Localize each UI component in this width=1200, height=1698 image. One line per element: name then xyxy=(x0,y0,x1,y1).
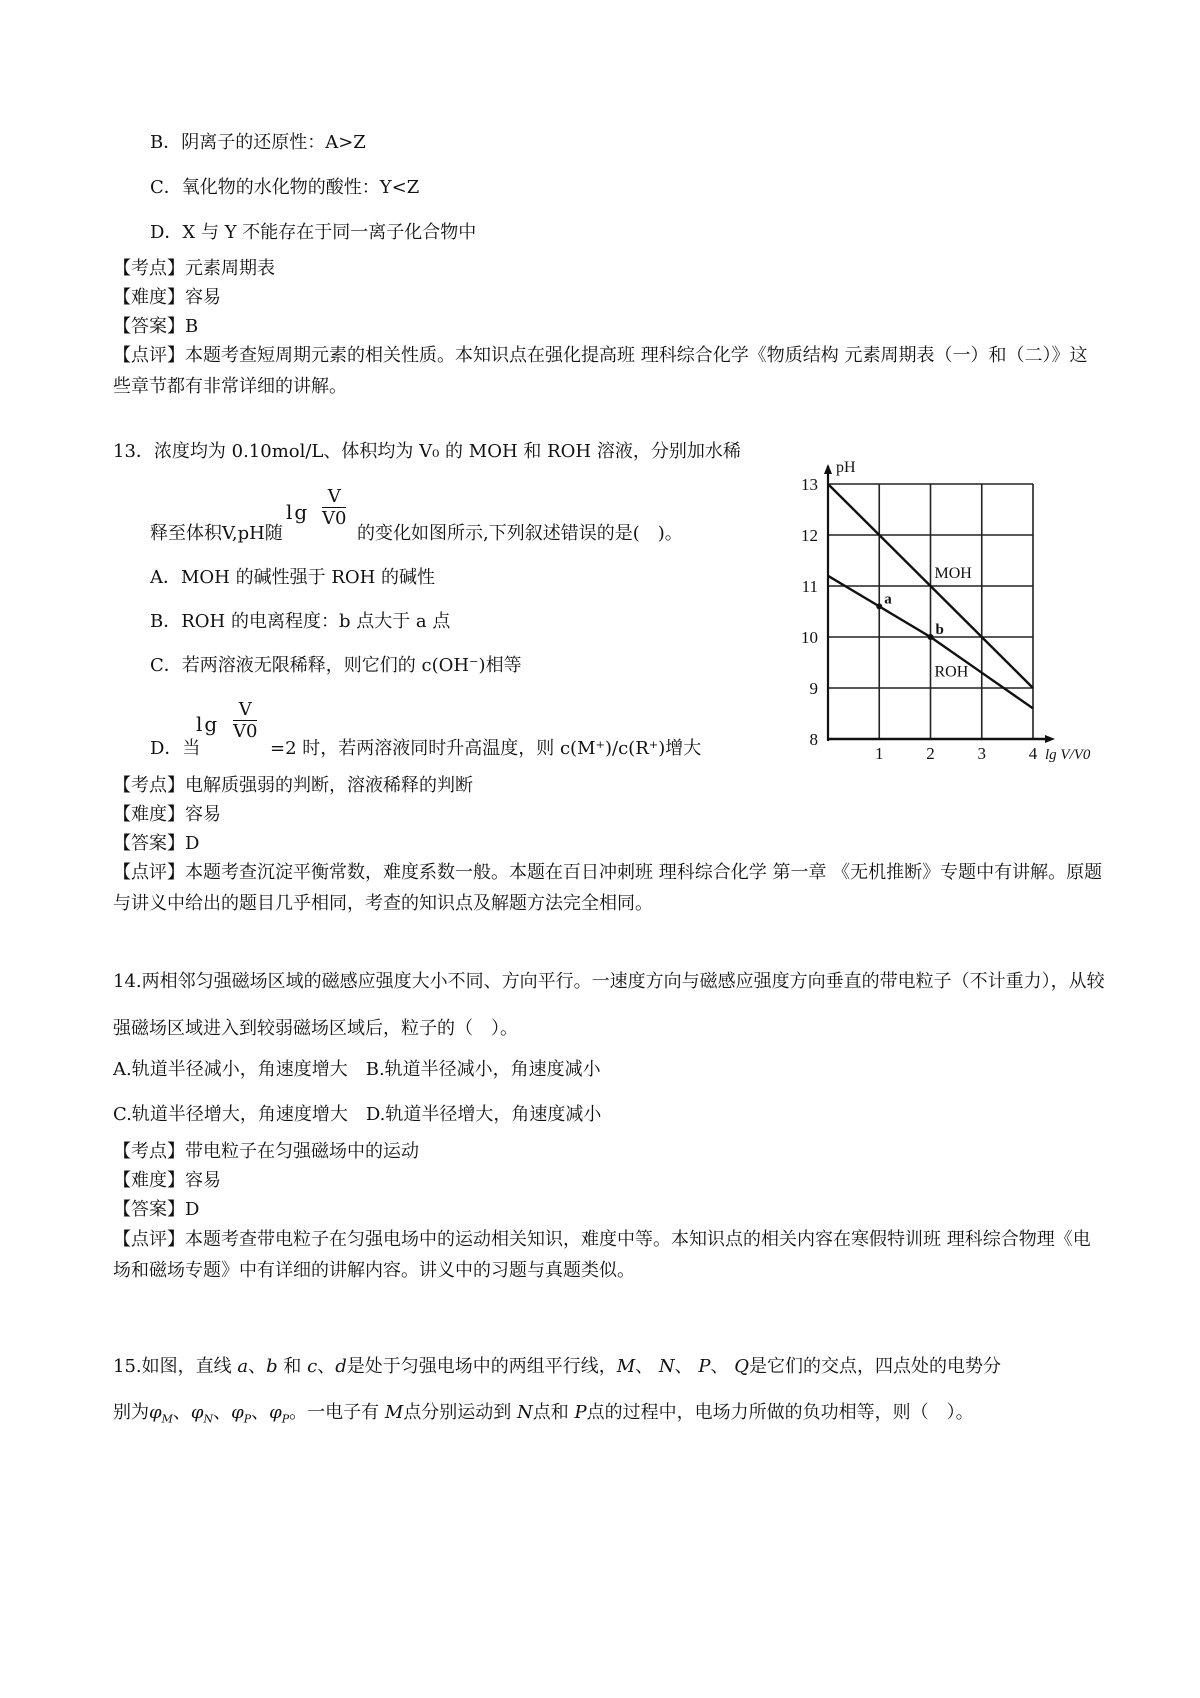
q15-var-M: M xyxy=(616,1356,636,1377)
point-label-b: b xyxy=(935,622,944,638)
q15-sep2: 、 xyxy=(317,1356,336,1377)
y-axis-arrow xyxy=(824,464,832,474)
q14-options-row2: C.轨道半径增大，角速度增大 D.轨道半径增大，角速度减小 xyxy=(113,1104,602,1125)
q13-lg-label: lg xyxy=(286,500,310,524)
q13-stem-line2-suffix: 的变化如图所示,下列叙述错误的是( )。 xyxy=(357,523,683,544)
chart-labels xyxy=(801,459,1091,763)
chart-grid xyxy=(828,484,1033,739)
q13-option-d-denominator: V0 xyxy=(233,721,258,742)
q13-option-a: A．MOH 的碱性强于 ROH 的碱性 xyxy=(150,567,436,588)
chart-axes xyxy=(824,464,1055,743)
q15-phi-m: φ xyxy=(149,1402,162,1423)
q15-l1b: 是处于匀强电场中的两组平行线， xyxy=(346,1356,617,1377)
x-tick-label-3: 3 xyxy=(977,744,986,763)
q15-comma1: 、 xyxy=(172,1402,191,1423)
q15-phi-p2: φ xyxy=(269,1402,282,1423)
q15-l2b: 。一电子有 xyxy=(289,1402,380,1423)
ph-chart xyxy=(780,452,1091,864)
q15-var-N: N xyxy=(658,1356,675,1377)
x-tick-label-4: 4 xyxy=(1028,744,1038,763)
q15-he: 和 xyxy=(283,1356,302,1377)
x-tick-label-1: 1 xyxy=(875,744,884,763)
y-tick-label-10: 10 xyxy=(801,628,818,647)
q15-sep5: 、 xyxy=(710,1356,729,1377)
point-label-a: a xyxy=(884,591,892,608)
q12-dianping: 【点评】本题考查短周期元素的相关性质。本知识点在强化提高班 理科综合化学《物质结构 元素周期表（一）和（二）》这些章节都有非常详细的讲解。 xyxy=(113,345,1088,397)
q12-option-b: B．阴离子的还原性：A>Z xyxy=(150,132,366,153)
q13-option-d-fraction xyxy=(233,700,257,743)
q15-var-N2: N xyxy=(517,1402,533,1423)
q13-option-d-numerator: V xyxy=(233,700,257,721)
q15-l1c: 是它们的交点，四点处的电势分 xyxy=(749,1356,1002,1377)
q15-comma3: 、 xyxy=(251,1402,270,1423)
q15-sub-p1: P xyxy=(243,1412,252,1426)
q15-l1a: 15.如图，直线 xyxy=(113,1356,232,1377)
y-axis-label: pH xyxy=(836,459,856,476)
q13-stem-line1: 13．浓度均为 0.10mol/L、体积均为 V₀ 的 MOH 和 ROH 溶液，分别加水稀 xyxy=(113,441,741,462)
y-tick-label-9: 9 xyxy=(809,679,818,698)
q13-nandu: 【难度】容易 xyxy=(113,804,221,825)
q13-stem-line2-prefix: 释至体积V,pH随 xyxy=(150,523,283,544)
q13-option-d-lg: lg xyxy=(196,712,220,736)
q15-var-a: a xyxy=(237,1356,249,1377)
q15-sep1: 、 xyxy=(248,1356,267,1377)
y-tick-label-8: 8 xyxy=(809,730,818,749)
q13-daan: 【答案】D xyxy=(113,833,200,854)
q12-daan: 【答案】B xyxy=(113,316,199,337)
x-tick-label-2: 2 xyxy=(926,744,935,763)
q15-phi-p1: φ xyxy=(231,1402,244,1423)
q13-option-d-prefix: D．当 xyxy=(150,738,201,759)
q15-comma2: 、 xyxy=(213,1402,232,1423)
q15-var-P: P xyxy=(698,1356,711,1377)
q15-l2c: 点分别运动到 xyxy=(403,1402,512,1423)
q12-option-d: D．X 与 Y 不能存在于同一离子化合物中 xyxy=(150,222,477,243)
q15-sub-n: N xyxy=(203,1412,214,1426)
q12-kaodian: 【考点】元素周期表 xyxy=(113,258,275,279)
q15-l2e: 点的过程中，电场力所做的负功相等，则（ ）。 xyxy=(586,1402,974,1423)
q14-dianping: 【点评】本题考查带电粒子在匀强电场中的运动相关知识，难度中等。本知识点的相关内容在寒假特训班 理科综合物理《电场和磁场专题》中有详细的讲解内容。讲义中的习题与真题类似。 xyxy=(113,1229,1091,1281)
q15-var-d: d xyxy=(335,1356,347,1377)
series-label-roh: ROH xyxy=(934,663,969,681)
q15-var-Q: Q xyxy=(734,1356,750,1377)
q15-sub-p2: P xyxy=(281,1412,290,1426)
q14-options-row1: A.轨道半径减小，角速度增大 B.轨道半径减小，角速度减小 xyxy=(113,1059,601,1080)
q15-l2d: 点和 xyxy=(532,1402,569,1423)
q14-kaodian: 【考点】带电粒子在匀强磁场中的运动 xyxy=(113,1141,419,1162)
q15-var-P2: P xyxy=(574,1402,587,1423)
q13-dianping: 【点评】本题考查沉淀平衡常数，难度系数一般。本题在百日冲刺班 理科综合化学 第一章 《无机推断》专题中有讲解。原题与讲义中给出的题目几乎相同，考查的知识点及解题方法完全相同。 xyxy=(113,862,1103,914)
q12-option-c: C．氧化物的水化物的酸性：Y<Z xyxy=(150,177,420,198)
q14-nandu: 【难度】容易 xyxy=(113,1170,221,1191)
y-tick-label-11: 11 xyxy=(801,577,818,596)
q14-daan: 【答案】D xyxy=(113,1199,200,1220)
q15-sub-m: M xyxy=(161,1412,173,1426)
q12-nandu: 【难度】容易 xyxy=(113,287,221,308)
q15-stem-line1 xyxy=(113,1355,1001,1379)
q13-fraction-numerator: V xyxy=(322,487,346,508)
q13-fraction-denominator: V0 xyxy=(322,508,347,529)
x-axis-label: lg V/V0 xyxy=(1045,747,1091,763)
q15-sep4: 、 xyxy=(674,1356,693,1377)
q15-l2a: 别为 xyxy=(113,1402,149,1423)
series-label-moh: MOH xyxy=(934,565,972,582)
y-tick-label-13: 13 xyxy=(801,475,818,494)
q13-option-b: B．ROH 的电离程度：b 点大于 a 点 xyxy=(150,611,451,632)
q15-var-c: c xyxy=(307,1356,318,1377)
q15-phi-n: φ xyxy=(190,1402,204,1423)
x-axis-arrow xyxy=(1045,735,1055,743)
q15-sep3: 、 xyxy=(635,1356,654,1377)
q15-var-M2: M xyxy=(384,1402,404,1423)
point-b xyxy=(928,634,934,640)
q15-var-b: b xyxy=(266,1356,278,1377)
q13-option-c: C．若两溶液无限稀释，则它们的 c(OH⁻)相等 xyxy=(150,655,522,676)
q14-stem: 14.两相邻匀强磁场区域的磁感应强度大小不同、方向平行。一速度方向与磁感应强度方向垂直的带电粒子（不计重力），从较强磁场区域进入到较弱磁场区域后，粒子的（ ）。 xyxy=(113,971,1105,1039)
q13-option-d-suffix: =2 时，若两溶液同时升高温度，则 c(M⁺)/c(R⁺)增大 xyxy=(270,738,702,759)
q13-kaodian: 【考点】电解质强弱的判断，溶液稀释的判断 xyxy=(113,775,473,796)
y-tick-label-12: 12 xyxy=(801,526,818,545)
q13-fraction xyxy=(322,487,346,530)
point-a xyxy=(876,603,882,609)
q15-stem-line2 xyxy=(113,1401,974,1432)
